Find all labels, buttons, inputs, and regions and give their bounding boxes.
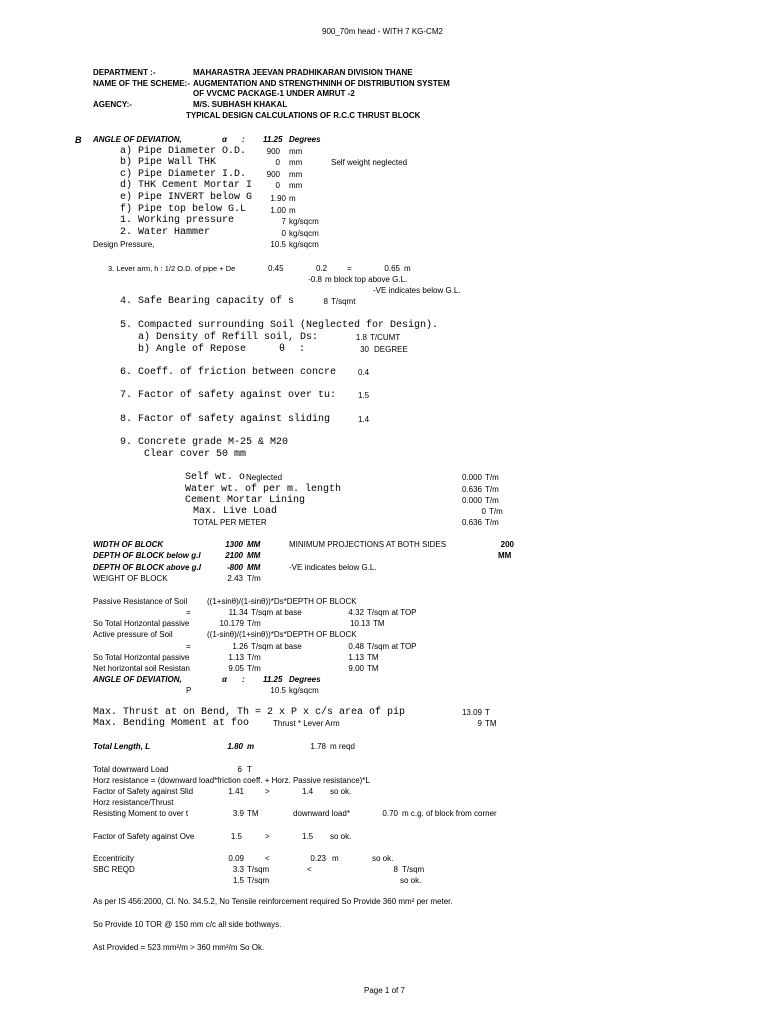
clear-cover-label: Clear cover 50 mm bbox=[144, 449, 247, 460]
resisting-moment-value: 3.9 bbox=[232, 809, 244, 818]
design-pressure-label: Design Pressure, bbox=[93, 240, 155, 249]
active-eq: = bbox=[186, 642, 191, 651]
water-weight-value: 0.636 bbox=[461, 485, 482, 494]
angle-label: ANGLE OF DEVIATION, bbox=[93, 135, 182, 144]
working-pressure-label: 1. Working pressure bbox=[120, 215, 235, 226]
length-reqd-unit: m reqd bbox=[330, 742, 355, 751]
angle-colon: : bbox=[242, 135, 245, 144]
lever-arm-v2: 0.2 bbox=[316, 264, 328, 273]
water-weight-unit: T/m bbox=[485, 485, 499, 494]
downward-load-value: 6 bbox=[237, 765, 242, 774]
pressure-p-unit: kg/sqcm bbox=[289, 686, 319, 695]
eccentricity-limit: 0.23 bbox=[310, 854, 326, 863]
total-length-unit: m bbox=[247, 742, 255, 751]
fos-overturning-check-label: Factor of Safety against Ove bbox=[93, 832, 195, 841]
min-projection-label: MINIMUM PROJECTIONS AT BOTH SIDES bbox=[289, 540, 447, 549]
resisting-cg-unit: m c.g. of block from corner bbox=[402, 809, 497, 818]
mortar-thk-value: 0 bbox=[275, 181, 280, 190]
pipe-id-value: 900 bbox=[266, 170, 280, 179]
max-moment-unit: TM bbox=[485, 719, 497, 728]
self-weight-unit: T/m bbox=[485, 473, 499, 482]
total-length-value: 1.80 bbox=[227, 742, 243, 751]
max-thrust-unit: T bbox=[485, 708, 490, 717]
passive-total-value: 10.179 bbox=[219, 619, 244, 628]
agency-value: M/S. SUBHASH KHAKAL bbox=[193, 100, 288, 109]
block-width-unit: MM bbox=[247, 540, 261, 549]
resisting-cg-value: 0.70 bbox=[382, 809, 398, 818]
pipe-id-label: c) Pipe Diameter I.D. bbox=[120, 169, 247, 180]
angle2-value: 11.25 bbox=[263, 675, 283, 684]
min-projection-unit: MM bbox=[498, 551, 512, 560]
self-weight-value: 0.000 bbox=[461, 473, 482, 482]
pipe-wall-label: b) Pipe Wall THK bbox=[120, 157, 217, 168]
active-total-value: 1.13 bbox=[228, 653, 244, 662]
pipe-wall-note: Self weight neglected bbox=[331, 158, 408, 167]
pipe-od-unit: mm bbox=[289, 147, 303, 156]
passive-base-value: 11.34 bbox=[228, 608, 248, 617]
sbc-reqd-label: SBC REQD bbox=[93, 865, 135, 874]
eccentricity-value: 0.09 bbox=[228, 854, 244, 863]
soil-label: 5. Compacted surrounding Soil (Neglected for Design). bbox=[120, 320, 439, 331]
water-hammer-value: 0 bbox=[281, 229, 286, 238]
passive-total-unit2: TM bbox=[373, 619, 385, 628]
eccentricity-op: < bbox=[265, 854, 270, 863]
total-length-label: Total Length, L bbox=[93, 742, 151, 751]
document-title: TYPICAL DESIGN CALCULATIONS OF R.C.C THRUST BLOCK bbox=[186, 111, 421, 120]
downward-load-label: Total downward Load bbox=[93, 765, 169, 774]
active-top-unit: T/sqm at TOP bbox=[367, 642, 417, 651]
pipe-top-value: 1.00 bbox=[270, 206, 286, 215]
passive-top-unit: T/sqm at TOP bbox=[367, 608, 417, 617]
max-moment-value: 9 bbox=[477, 719, 482, 728]
max-thrust-label: Max. Thrust at on Bend, Th = 2 x P x c/s area of pip bbox=[93, 707, 406, 718]
pipe-invert-unit: m bbox=[289, 194, 296, 203]
fos-sliding-label: 8. Factor of safety against sliding bbox=[120, 414, 331, 425]
net-resistance-label: Net horizontal soil Resistan bbox=[93, 664, 190, 673]
lever-arm-u3: m bbox=[404, 264, 411, 273]
agency-label: AGENCY:- bbox=[93, 100, 132, 109]
passive-formula: ((1+sinθ)/(1-sinθ))*Ds*DEPTH OF BLOCK bbox=[207, 597, 357, 606]
active-total-label: So Total Horizontal passive bbox=[93, 653, 190, 662]
pipe-invert-label: e) Pipe INVERT below G bbox=[120, 192, 253, 203]
fos-sliding-check-label: Factor of Safety against Slid bbox=[93, 787, 194, 796]
passive-label: Passive Resistance of Soil bbox=[93, 597, 188, 606]
active-base-value: 1.26 bbox=[232, 642, 248, 651]
water-hammer-label: 2. Water Hammer bbox=[120, 227, 211, 238]
total-per-meter-value: 0.636 bbox=[461, 518, 482, 527]
fos-sliding-check-req: 1.4 bbox=[302, 787, 314, 796]
ast-provided-note: Ast Provided = 523 mm²/m > 360 mm²/m So Ok. bbox=[93, 943, 265, 952]
length-reqd-value: 1.78 bbox=[310, 742, 326, 751]
water-weight-label: Water wt. of per m. length bbox=[185, 484, 342, 495]
pipe-top-unit: m bbox=[289, 206, 296, 215]
fos-overturn-label: 7. Factor of safety against over tu: bbox=[120, 390, 337, 401]
repose-unit: DEGREE bbox=[374, 345, 408, 354]
block-top-value: -0.8 bbox=[308, 275, 322, 284]
total-per-meter-label: TOTAL PER METER bbox=[193, 518, 267, 527]
mortar-thk-label: d) THK Cement Mortar I bbox=[120, 180, 253, 191]
mortar-lining-unit: T/m bbox=[485, 496, 499, 505]
active-top-value: 0.48 bbox=[348, 642, 364, 651]
active-base-unit: T/sqm at base bbox=[251, 642, 302, 651]
live-load-label: Max. Live Load bbox=[193, 506, 278, 517]
block-width-value: 1300 bbox=[225, 540, 243, 549]
passive-base-unit: T/sqm at base bbox=[251, 608, 302, 617]
max-thrust-value: 13.09 bbox=[461, 708, 482, 717]
fos-sliding-check-ok: so ok. bbox=[330, 787, 352, 796]
eccentricity-label: Eccentricity bbox=[93, 854, 134, 863]
mortar-lining-value: 0.000 bbox=[461, 496, 482, 505]
sbc-reqd-ok: so ok. bbox=[400, 876, 422, 885]
sbc-reqd-limit: 8 bbox=[393, 865, 398, 874]
sbc-reqd-unit2: T/sqm bbox=[247, 876, 270, 885]
resisting-moment-unit: TM bbox=[247, 809, 259, 818]
total-per-meter-unit: T/m bbox=[485, 518, 499, 527]
sbc-reqd-value2: 1.5 bbox=[232, 876, 244, 885]
passive-eq: = bbox=[186, 608, 191, 617]
soil-density-label: a) Density of Refill soil, Ds: bbox=[138, 332, 319, 343]
repose-theta: θ bbox=[279, 344, 286, 355]
angle-value: 11.25 bbox=[263, 135, 283, 144]
self-weight-note: Neglected bbox=[246, 473, 283, 482]
fos-overturn-value: 1.5 bbox=[358, 391, 370, 400]
sbc-value: 8 bbox=[323, 297, 328, 306]
net-resistance-value: 9.05 bbox=[228, 664, 244, 673]
angle2-label: ANGLE OF DEVIATION, bbox=[93, 675, 182, 684]
pipe-top-label: f) Pipe top below G.L bbox=[120, 204, 247, 215]
department-label: DEPARTMENT :- bbox=[93, 68, 156, 77]
horz-resistance-formula: Horz resistance = (downward load*friction coeff. + Horz. Passive resistance)*L bbox=[93, 776, 370, 785]
pipe-od-value: 900 bbox=[266, 147, 280, 156]
repose-colon: : bbox=[299, 344, 306, 355]
eccentricity-ok: so ok. bbox=[372, 854, 394, 863]
live-load-unit: T/m bbox=[489, 507, 503, 516]
fos-sliding-value: 1.4 bbox=[358, 415, 370, 424]
resisting-moment-formula: downward load* bbox=[293, 809, 350, 818]
design-pressure-unit: kg/sqcm bbox=[289, 240, 319, 249]
pipe-od-label: a) Pipe Diameter O.D. bbox=[120, 146, 247, 157]
angle2-alpha: α bbox=[222, 675, 227, 684]
pipe-wall-value: 0 bbox=[275, 158, 280, 167]
soil-density-value: 1.8 bbox=[355, 333, 367, 342]
concrete-grade-label: 9. Concrete grade M-25 & M20 bbox=[120, 437, 289, 448]
depth-below-value: 2100 bbox=[225, 551, 243, 560]
department-value: MAHARASTRA JEEVAN PRADHIKARAN DIVISION THANE bbox=[193, 68, 413, 77]
live-load-value: 0 bbox=[481, 507, 486, 516]
block-weight-unit: T/m bbox=[247, 574, 261, 583]
angle2-unit: Degrees bbox=[289, 675, 321, 684]
lever-arm-note: -VE indicates below G.L. bbox=[373, 286, 461, 295]
working-pressure-value: 7 bbox=[281, 217, 286, 226]
passive-top-value: 4.32 bbox=[348, 608, 364, 617]
net-resistance-unit: T/m bbox=[247, 664, 261, 673]
max-moment-formula: Thrust * Lever Arm bbox=[273, 719, 340, 728]
block-weight-value: 2.43 bbox=[227, 574, 243, 583]
net-resistance-unit2: TM bbox=[367, 664, 379, 673]
active-total-value2: 1.13 bbox=[348, 653, 364, 662]
pressure-p-value: 10.5 bbox=[270, 686, 286, 695]
pipe-invert-value: 1.90 bbox=[270, 194, 286, 203]
block-width-label: WIDTH OF BLOCK bbox=[93, 540, 164, 549]
depth-above-unit: MM bbox=[247, 563, 261, 572]
downward-load-unit: T bbox=[247, 765, 252, 774]
passive-total-value2: 10.13 bbox=[349, 619, 370, 628]
angle-alpha: α bbox=[222, 135, 227, 144]
soil-density-unit: T/CUMT bbox=[370, 333, 401, 342]
scheme-value-line1: AUGMENTATION AND STRENGTHNINH OF DISTRIBUTION SYSTEM bbox=[193, 79, 450, 88]
horz-thrust-label: Horz resistance/Thrust bbox=[93, 798, 174, 807]
fos-sliding-check-op: > bbox=[265, 787, 270, 796]
sbc-unit: T/sqmt bbox=[331, 297, 356, 306]
resisting-moment-label: Resisting Moment to over t bbox=[93, 809, 189, 818]
repose-value: 30 bbox=[360, 345, 369, 354]
fos-overturning-check-value: 1.5 bbox=[230, 832, 242, 841]
sbc-reqd-value1: 3.3 bbox=[232, 865, 244, 874]
net-resistance-value2: 9.00 bbox=[348, 664, 364, 673]
lever-arm-label: 3. Lever arm, h : 1/2 O.D. of pipe + De bbox=[108, 264, 236, 273]
fos-overturning-check-op: > bbox=[265, 832, 270, 841]
depth-above-label: DEPTH OF BLOCK above g.l bbox=[93, 563, 202, 572]
passive-total-label: So Total Horizontal passive bbox=[93, 619, 190, 628]
sbc-reqd-op: < bbox=[307, 865, 312, 874]
working-pressure-unit: kg/sqcm bbox=[289, 217, 319, 226]
depth-below-label: DEPTH OF BLOCK below g.l bbox=[93, 551, 201, 560]
scheme-value-line2: OF VVCMC PACKAGE-1 UNDER AMRUT -2 bbox=[193, 89, 355, 98]
page-header: 900_70m head - WITH 7 KG-CM2 bbox=[322, 27, 443, 36]
reinforcement-note: So Provide 10 TOR @ 150 mm c/c all side bothways. bbox=[93, 920, 282, 929]
block-weight-label: WEIGHT OF BLOCK bbox=[93, 574, 168, 583]
passive-total-unit: T/m bbox=[247, 619, 261, 628]
sbc-reqd-unit1: T/sqm bbox=[247, 865, 270, 874]
fos-overturning-check-ok: so ok. bbox=[330, 832, 352, 841]
pressure-p-label: P bbox=[186, 686, 192, 695]
repose-label: b) Angle of Repose bbox=[138, 344, 247, 355]
depth-below-unit: MM bbox=[247, 551, 261, 560]
lever-arm-eq: = bbox=[347, 264, 352, 273]
max-moment-label: Max. Bending Moment at foo bbox=[93, 718, 250, 729]
mortar-thk-unit: mm bbox=[289, 181, 303, 190]
block-top-unit: m block top above G.L. bbox=[325, 275, 408, 284]
fos-overturning-check-req: 1.5 bbox=[302, 832, 314, 841]
friction-value: 0.4 bbox=[358, 368, 370, 377]
pipe-id-unit: mm bbox=[289, 170, 303, 179]
fos-sliding-check-value: 1.41 bbox=[228, 787, 244, 796]
self-weight-label: Self wt. o bbox=[185, 472, 246, 483]
active-formula: ((1-sinθ)/(1+sinθ))*Ds*DEPTH OF BLOCK bbox=[207, 630, 357, 639]
active-total-unit2: TM bbox=[367, 653, 379, 662]
mortar-lining-label: Cement Mortar Lining bbox=[185, 495, 306, 506]
sbc-reqd-limit-unit: T/sqm bbox=[402, 865, 425, 874]
is-code-note: As per IS 456:2000, Cl. No. 34.5.2, No Tensile reinforcement required So Provide 360 mm² per meter. bbox=[93, 897, 453, 906]
water-hammer-unit: kg/sqcm bbox=[289, 229, 319, 238]
sbc-label: 4. Safe Bearing capacity of s bbox=[120, 296, 295, 307]
angle2-colon: : bbox=[242, 675, 245, 684]
angle-unit: Degrees bbox=[289, 135, 321, 144]
lever-arm-v1: 0.45 bbox=[268, 264, 284, 273]
active-label: Active pressure of Soil bbox=[93, 630, 173, 639]
depth-above-value: -800 bbox=[226, 563, 243, 572]
pipe-wall-unit: mm bbox=[289, 158, 303, 167]
depth-above-note: -VE indicates below G.L. bbox=[289, 563, 377, 572]
eccentricity-unit: m bbox=[332, 854, 339, 863]
section-marker: B bbox=[75, 135, 82, 145]
min-projection-value: 200 bbox=[500, 540, 514, 549]
design-pressure-value: 10.5 bbox=[270, 240, 286, 249]
scheme-label: NAME OF THE SCHEME:- bbox=[93, 79, 190, 88]
lever-arm-v3: 0.65 bbox=[384, 264, 400, 273]
friction-label: 6. Coeff. of friction between concre bbox=[120, 367, 337, 378]
page-footer: Page 1 of 7 bbox=[364, 986, 405, 995]
active-total-unit: T/m bbox=[247, 653, 261, 662]
